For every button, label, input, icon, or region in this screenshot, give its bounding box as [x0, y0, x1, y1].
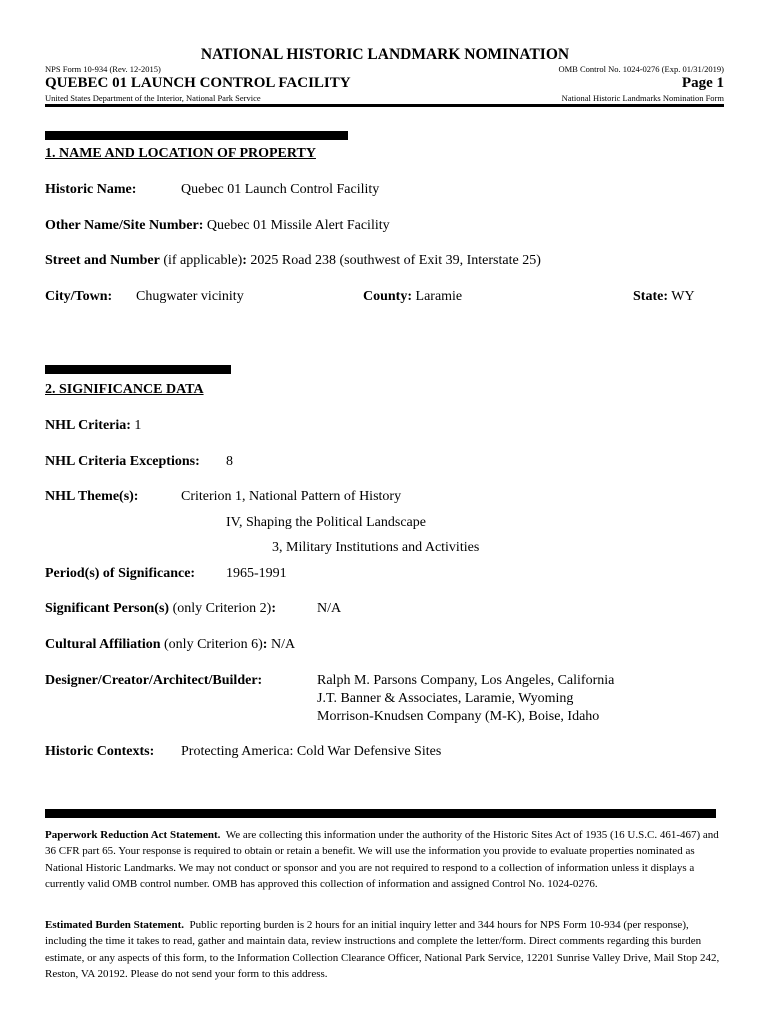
designer-item: J.T. Banner & Associates, Laramie, Wyoming — [317, 691, 574, 706]
section-1-bar — [45, 131, 348, 140]
person-row — [45, 601, 276, 617]
page-number: Page 1 — [681, 75, 724, 91]
document-title: NATIONAL HISTORIC LANDMARK NOMINATION — [200, 46, 570, 63]
affiliation-value: N/A — [270, 637, 296, 652]
theme-item: 3, Military Institutions and Activities — [272, 540, 480, 555]
paperwork-text: We are collecting this information under the authority of the Historic Sites Act of 1935 (16 U.S.C. 461-467) and 36 CFR part 65. Your response is required to obtain or retain a benefit. We will use the information you provide to evaluate properties nominated as National Historic Landmarks. We may not conduct or sponsor and you are not required to respond to a collection of information unless it displays a currently valid OMB control number. OMB has approved this collection of information and assigned Control No. 1024-0276. — [45, 829, 719, 890]
state-value: WY — [671, 289, 695, 304]
contexts-value: Protecting America: Cold War Defensive Sites — [181, 744, 442, 759]
street-colon: : — [242, 253, 247, 268]
street-value: 2025 Road 238 (southwest of Exit 39, Interstate 25) — [250, 253, 541, 268]
person-value: N/A — [317, 601, 342, 616]
state-label: State: — [633, 289, 668, 304]
theme-item: IV, Shaping the Political Landscape — [226, 515, 426, 530]
affiliation-row — [45, 637, 295, 653]
other-name-label: Other Name/Site Number: — [45, 218, 204, 233]
street-note: (if applicable) — [163, 253, 243, 268]
footer-bar — [45, 809, 716, 818]
street-label: Street and Number — [45, 253, 160, 268]
county-label: County: — [363, 289, 413, 304]
department-line: United States Department of the Interior, National Park Service — [45, 93, 261, 103]
paperwork-statement — [45, 827, 725, 892]
affiliation-label: Cultural Affiliation — [45, 637, 161, 652]
city-label: City/Town: — [45, 289, 113, 304]
section-1-heading: 1. NAME AND LOCATION OF PROPERTY — [45, 146, 316, 161]
header-rule — [45, 104, 724, 107]
exceptions-value: 8 — [226, 454, 233, 469]
person-label: Significant Person(s) — [45, 601, 170, 616]
period-label: Period(s) of Significance: — [45, 566, 196, 581]
section-2-bar — [45, 365, 231, 374]
designer-label: Designer/Creator/Architect/Builder: — [45, 673, 263, 688]
other-name-row — [45, 218, 390, 234]
designer-item: Morrison-Knudsen Company (M-K), Boise, Idaho — [317, 709, 600, 724]
form-number: NPS Form 10-934 (Rev. 12-2015) — [45, 64, 161, 74]
themes-label: NHL Theme(s): — [45, 489, 139, 504]
burden-text: Public reporting burden is 2 hours for an initial inquiry letter and 344 hours for NPS Form 10-934 (per response), including the time it takes to read, gather and maintain data, review instructions and complete the letter/form. Direct comments regarding this burden estimate, or any aspects of this form, to the Information Collection Clearance Officer, National Park Service, 12201 Sunrise Valley Drive, Mail Stop 242, Reston, VA 20192. Please do not send your form to this address. — [45, 919, 720, 980]
property-name-header: QUEBEC 01 LAUNCH CONTROL FACILITY — [45, 75, 351, 91]
affiliation-colon: : — [262, 637, 268, 652]
designer-item: Ralph M. Parsons Company, Los Angeles, California — [317, 673, 615, 688]
historic-name-label: Historic Name: — [45, 182, 137, 197]
exceptions-label: NHL Criteria Exceptions: — [45, 454, 200, 469]
section-2-heading: 2. SIGNIFICANCE DATA — [45, 382, 204, 397]
person-note: (only Criterion 2) — [172, 601, 272, 616]
criteria-row — [45, 418, 141, 434]
theme-item: Criterion 1, National Pattern of History — [181, 489, 402, 504]
street-row — [45, 253, 541, 269]
form-name: National Historic Landmarks Nomination Form — [561, 93, 724, 103]
county-value: Laramie — [415, 289, 463, 304]
city-value: Chugwater vicinity — [136, 289, 244, 304]
paperwork-title: Paperwork Reduction Act Statement. — [45, 829, 221, 841]
contexts-label: Historic Contexts: — [45, 744, 155, 759]
person-colon: : — [271, 601, 276, 616]
burden-statement — [45, 917, 725, 982]
criteria-label: NHL Criteria: — [45, 418, 131, 433]
county-row — [363, 289, 462, 305]
criteria-value: 1 — [134, 418, 142, 433]
omb-control-number: OMB Control No. 1024-0276 (Exp. 01/31/2019) — [558, 64, 724, 74]
historic-name-value: Quebec 01 Launch Control Facility — [181, 182, 380, 197]
affiliation-note: (only Criterion 6) — [164, 637, 263, 652]
burden-title: Estimated Burden Statement. — [45, 919, 185, 931]
period-value: 1965-1991 — [226, 566, 287, 581]
state-row — [633, 289, 695, 305]
other-name-value: Quebec 01 Missile Alert Facility — [206, 218, 390, 233]
